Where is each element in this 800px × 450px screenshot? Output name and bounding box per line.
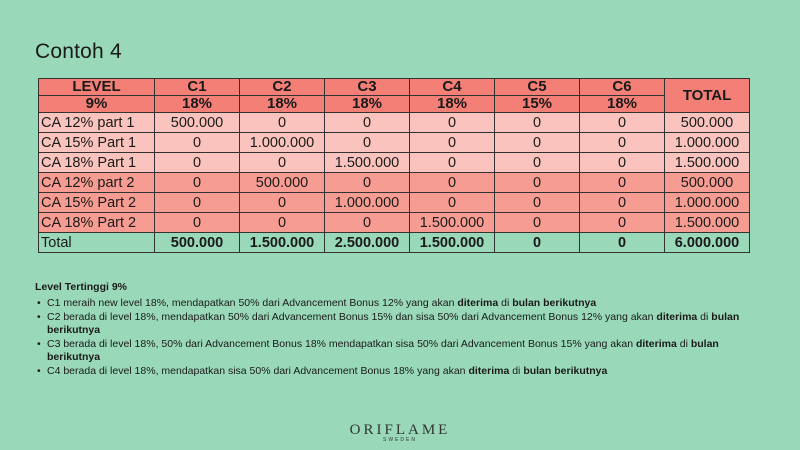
note-item xyxy=(35,297,770,310)
header-c5: C5 xyxy=(495,79,580,96)
table-row xyxy=(39,173,750,193)
table-cell: 0 xyxy=(410,173,495,193)
row-label: CA 18% Part 2 xyxy=(39,213,155,233)
table-cell: 1.000.000 xyxy=(240,133,325,153)
note-text: C4 berada di level 18%, mendapatkan sisa 50% dari Advancement Bonus 18% yang akan xyxy=(47,365,469,377)
total-row xyxy=(39,233,750,253)
note-bold: bulan berikutnya xyxy=(47,311,740,336)
table-cell: 500.000 xyxy=(240,173,325,193)
total-cell: 500.000 xyxy=(155,233,240,253)
note-text: di xyxy=(697,311,712,323)
table-cell: 0 xyxy=(155,133,240,153)
logo-sub: SWEDEN xyxy=(383,437,417,443)
table-cell: 0 xyxy=(410,113,495,133)
grand-total: 6.000.000 xyxy=(665,233,750,253)
table-header xyxy=(39,79,750,113)
table-cell: 0 xyxy=(580,133,665,153)
total-label: Total xyxy=(39,233,155,253)
note-bold: diterima xyxy=(656,311,698,323)
total-cell: 1.500.000 xyxy=(410,233,495,253)
table-cell: 0 xyxy=(580,213,665,233)
bonus-table xyxy=(38,78,750,253)
table-row xyxy=(39,113,750,133)
row-total: 1.500.000 xyxy=(665,153,750,173)
table-row xyxy=(39,153,750,173)
note-text: C2 berada di level 18%, mendapatkan 50% dari Advancement Bonus 15% dan sisa 50% dari Advancement Bonus 12% yang akan xyxy=(47,311,657,323)
table-cell: 0 xyxy=(495,133,580,153)
row-total: 500.000 xyxy=(665,113,750,133)
table-cell: 0 xyxy=(495,213,580,233)
notes-list xyxy=(35,297,770,378)
row-total: 1.000.000 xyxy=(665,193,750,213)
note-item xyxy=(35,311,770,337)
table-cell: 0 xyxy=(410,133,495,153)
table-cell: 0 xyxy=(325,173,410,193)
note-bold: diterima xyxy=(457,297,499,309)
table-cell: 0 xyxy=(155,153,240,173)
note-text: C3 berada di level 18%, 50% dari Advancement Bonus 18% mendapatkan sisa 50% dari Advancement Bonus 15% yang akan xyxy=(47,338,636,350)
table-cell: 0 xyxy=(410,153,495,173)
header-c4: C4 xyxy=(410,79,495,96)
header-c6: C6 xyxy=(580,79,665,96)
table-cell: 1.500.000 xyxy=(325,153,410,173)
table-cell: 0 xyxy=(155,213,240,233)
header-c6-pct: 18% xyxy=(580,96,665,113)
header-c5-pct: 15% xyxy=(495,96,580,113)
total-cell: 2.500.000 xyxy=(325,233,410,253)
header-c1: C1 xyxy=(155,79,240,96)
table-cell: 0 xyxy=(325,113,410,133)
note-bold: bulan berikutnya xyxy=(512,297,597,309)
note-bold: diterima xyxy=(468,365,510,377)
table-cell: 0 xyxy=(495,113,580,133)
table-cell: 500.000 xyxy=(155,113,240,133)
note-item xyxy=(35,365,770,378)
row-label: CA 12% part 2 xyxy=(39,173,155,193)
header-c2-pct: 18% xyxy=(240,96,325,113)
slide-title: Contoh 4 xyxy=(35,40,122,63)
table-cell: 1.000.000 xyxy=(325,193,410,213)
total-cell: 0 xyxy=(495,233,580,253)
logo-brand: ORIFLAME xyxy=(349,422,451,438)
header-level: LEVEL xyxy=(39,79,155,96)
note-bold: diterima xyxy=(635,338,677,350)
row-label: CA 12% part 1 xyxy=(39,113,155,133)
table-cell: 0 xyxy=(580,153,665,173)
table-cell: 0 xyxy=(155,193,240,213)
header-c2: C2 xyxy=(240,79,325,96)
notes-heading: Level Tertinggi 9% xyxy=(35,281,127,293)
table-cell: 0 xyxy=(325,213,410,233)
table-cell: 0 xyxy=(240,113,325,133)
row-total: 500.000 xyxy=(665,173,750,193)
note-item xyxy=(35,338,770,364)
oriflame-logo xyxy=(0,422,800,443)
table-row xyxy=(39,133,750,153)
note-text: di xyxy=(509,365,524,377)
table-cell: 0 xyxy=(495,193,580,213)
table-cell: 0 xyxy=(580,193,665,213)
table-cell: 0 xyxy=(240,213,325,233)
header-c1-pct: 18% xyxy=(155,96,240,113)
table-cell: 0 xyxy=(410,193,495,213)
table-row xyxy=(39,193,750,213)
note-bold: bulan berikutnya xyxy=(523,365,608,377)
table-row xyxy=(39,213,750,233)
note-text: C1 meraih new level 18%, mendapatkan 50% dari Advancement Bonus 12% yang akan xyxy=(47,297,458,309)
header-level-pct: 9% xyxy=(39,96,155,113)
table-cell: 1.500.000 xyxy=(410,213,495,233)
note-text: di xyxy=(498,297,513,309)
table-cell: 0 xyxy=(325,133,410,153)
table-cell: 0 xyxy=(495,173,580,193)
header-total: TOTAL xyxy=(665,79,750,113)
note-text: di xyxy=(676,338,691,350)
header-c3: C3 xyxy=(325,79,410,96)
row-total: 1.500.000 xyxy=(665,213,750,233)
table-cell: 0 xyxy=(495,153,580,173)
row-label: CA 15% Part 2 xyxy=(39,193,155,213)
table-cell: 0 xyxy=(580,113,665,133)
table-cell: 0 xyxy=(155,173,240,193)
row-label: CA 18% Part 1 xyxy=(39,153,155,173)
row-label: CA 15% Part 1 xyxy=(39,133,155,153)
row-total: 1.000.000 xyxy=(665,133,750,153)
total-cell: 0 xyxy=(580,233,665,253)
notes-section xyxy=(35,281,770,379)
header-c4-pct: 18% xyxy=(410,96,495,113)
note-bold: bulan berikutnya xyxy=(47,338,719,363)
table-cell: 0 xyxy=(580,173,665,193)
table-cell: 0 xyxy=(240,153,325,173)
table-cell: 0 xyxy=(240,193,325,213)
header-c3-pct: 18% xyxy=(325,96,410,113)
total-cell: 1.500.000 xyxy=(240,233,325,253)
